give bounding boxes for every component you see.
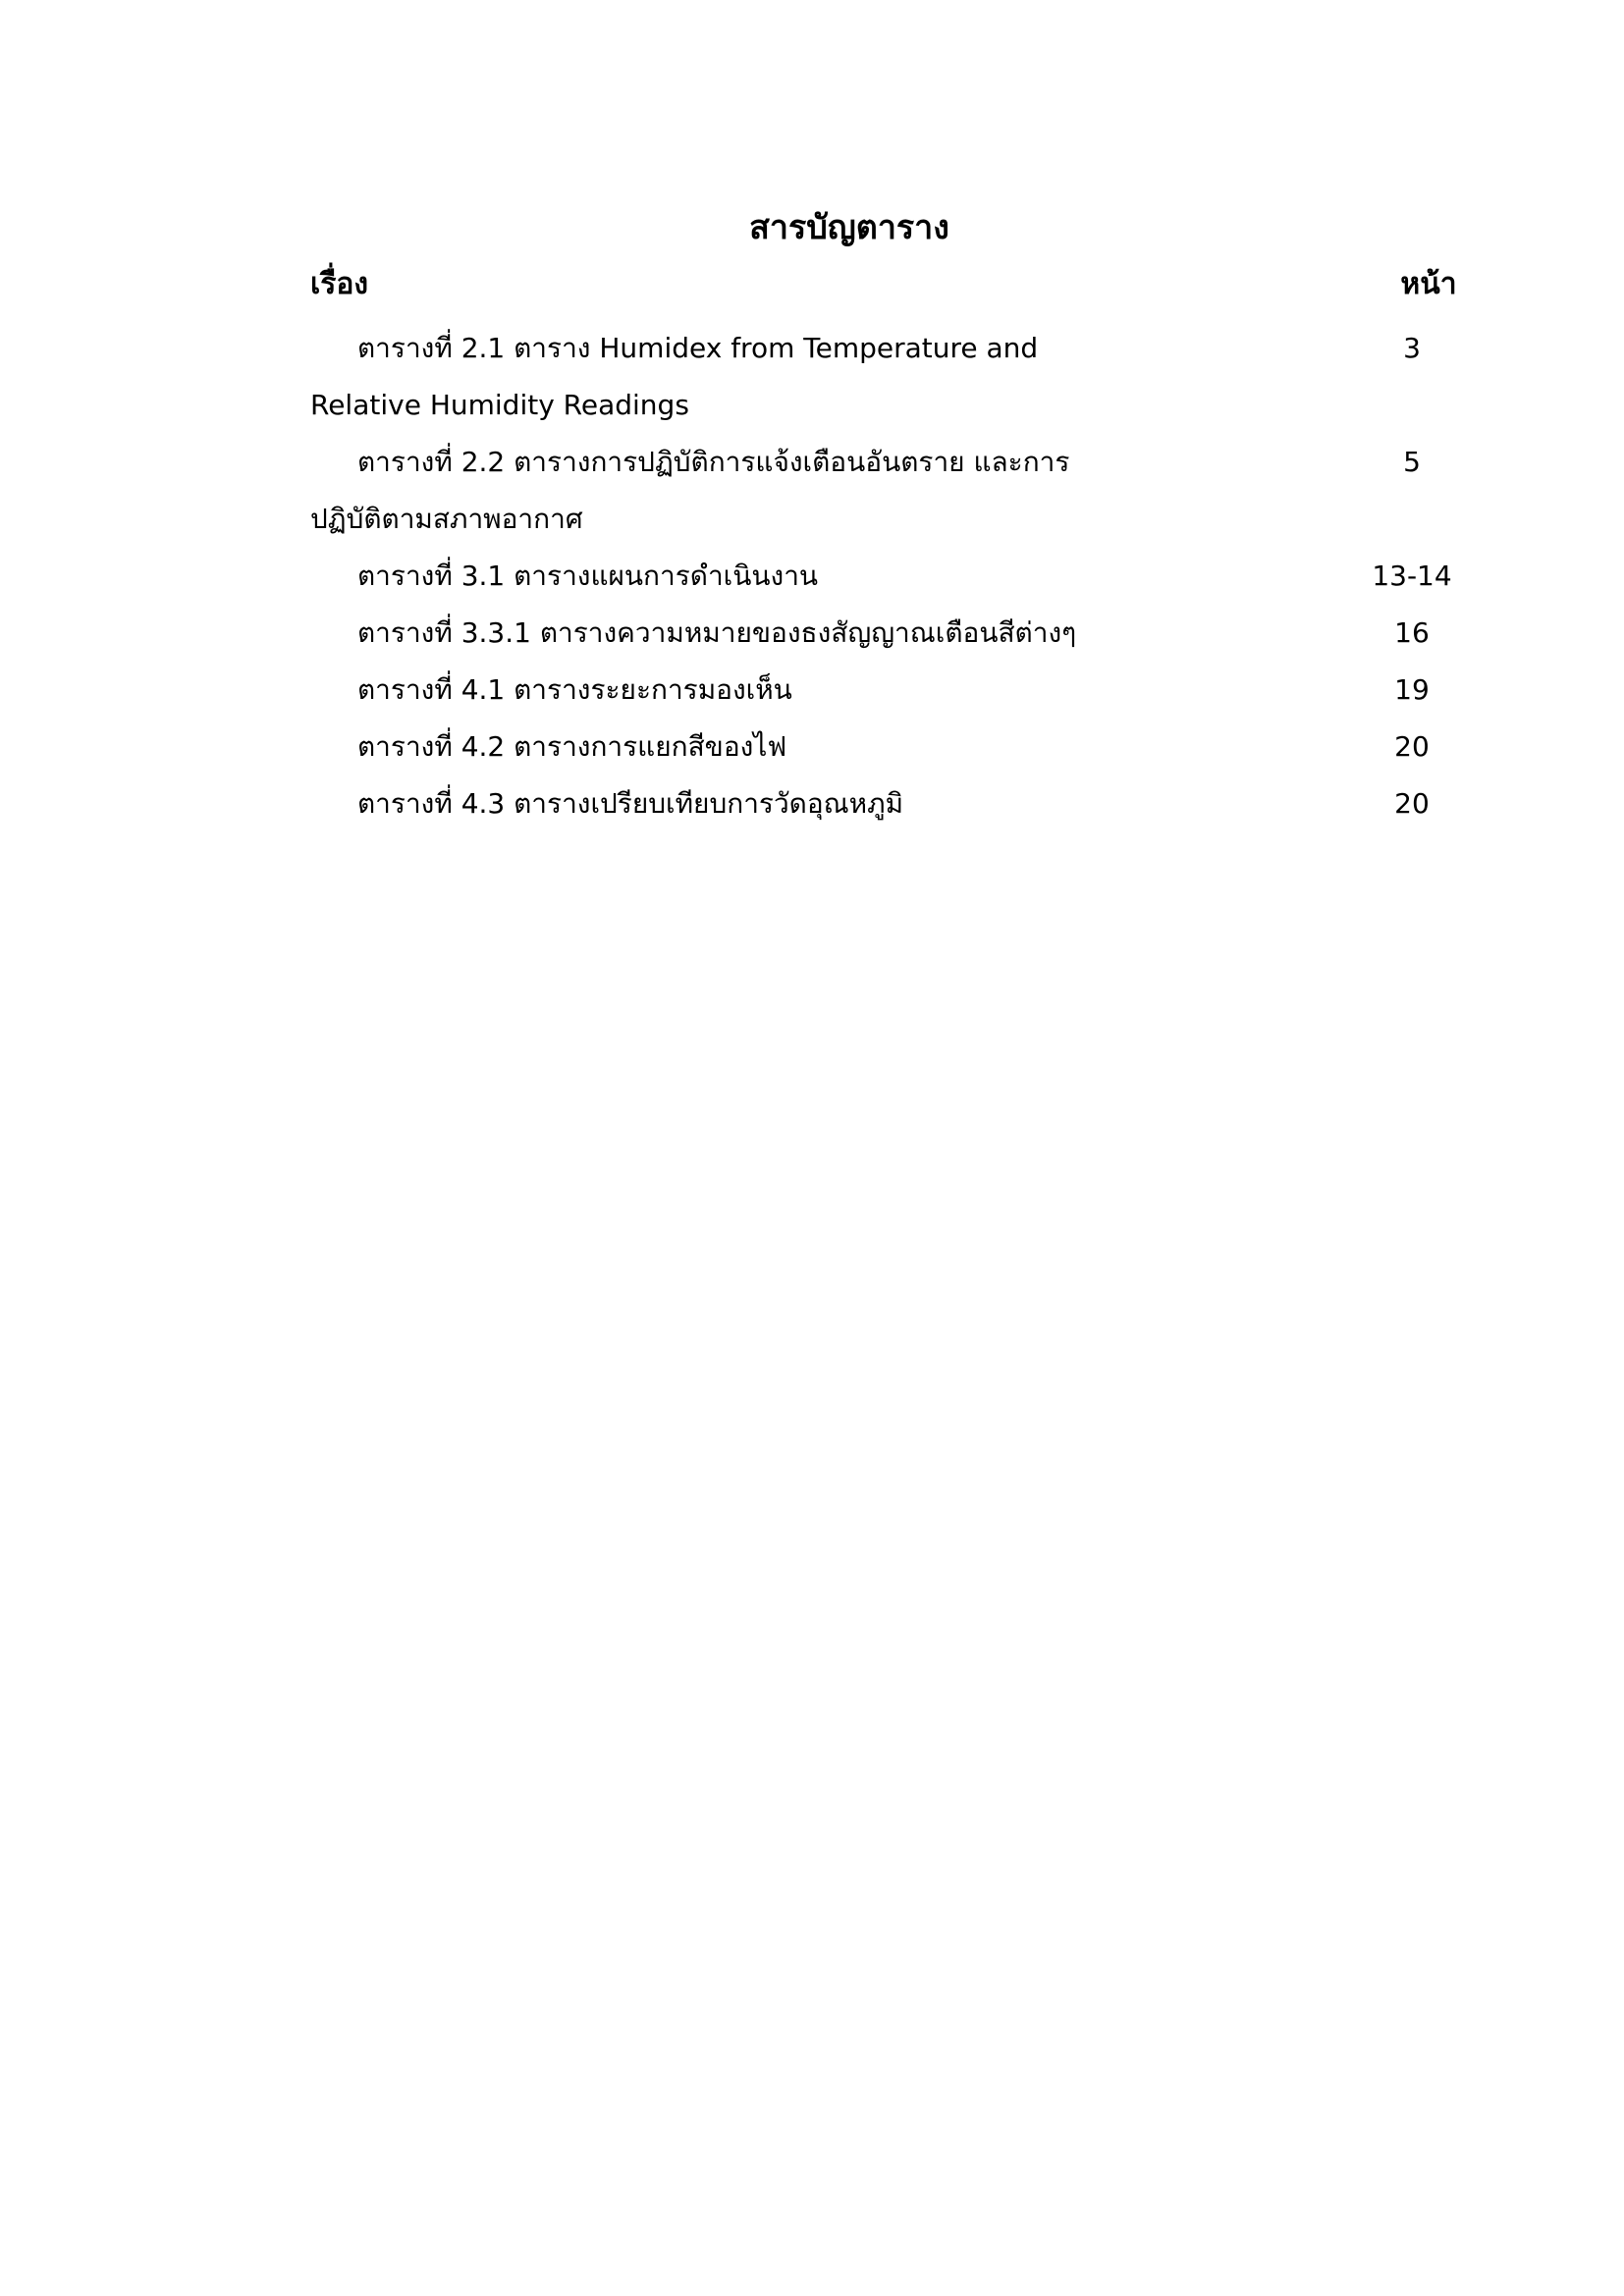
toc-entry bbox=[310, 548, 1469, 605]
toc-entry-title-continued: Relative Humidity Readings bbox=[310, 389, 689, 421]
toc-entry-page: 5 bbox=[1403, 446, 1421, 478]
toc-entry-title: ตารางที่ 2.2 ตารางการปฏิบัติการแจ้งเตือนอันตราย และการ bbox=[357, 446, 1070, 478]
table-of-contents bbox=[310, 320, 1469, 832]
toc-entry-page: 13-14 bbox=[1372, 560, 1452, 592]
toc-entry-page: 3 bbox=[1403, 332, 1421, 364]
toc-entry bbox=[310, 320, 1469, 434]
toc-entry-page: 16 bbox=[1394, 616, 1430, 649]
toc-entry-title-continued: ปฏิบัติตามสภาพอากาศ bbox=[310, 503, 583, 535]
toc-entry-title: ตารางที่ 4.3 ตารางเปรียบเทียบการวัดอุณหภูมิ bbox=[357, 787, 904, 820]
topic-column-header: เรื่อง bbox=[310, 267, 369, 301]
toc-entry bbox=[310, 662, 1469, 719]
toc-entry bbox=[310, 434, 1469, 548]
toc-entry-title: ตารางที่ 2.1 ตาราง Humidex from Temperature and bbox=[357, 332, 1039, 364]
toc-entry bbox=[310, 775, 1469, 832]
toc-entry-title: ตารางที่ 4.1 ตารางระยะการมองเห็น bbox=[357, 673, 792, 706]
page-column-header: หน้า bbox=[1400, 267, 1457, 301]
page-title: สารบัญตาราง bbox=[749, 208, 949, 247]
toc-entry-page: 19 bbox=[1394, 673, 1430, 706]
toc-entry bbox=[310, 719, 1469, 775]
toc-entry-page: 20 bbox=[1394, 787, 1430, 820]
toc-entry-title: ตารางที่ 4.2 ตารางการแยกสีของไฟ bbox=[357, 730, 787, 763]
toc-entry bbox=[310, 605, 1469, 662]
toc-entry-page: 20 bbox=[1394, 730, 1430, 763]
toc-entry-title: ตารางที่ 3.1 ตารางแผนการดำเนินงาน bbox=[357, 560, 819, 592]
toc-entry-title: ตารางที่ 3.3.1 ตารางความหมายของธงสัญญาณเตือนสีต่างๆ bbox=[357, 616, 1077, 649]
